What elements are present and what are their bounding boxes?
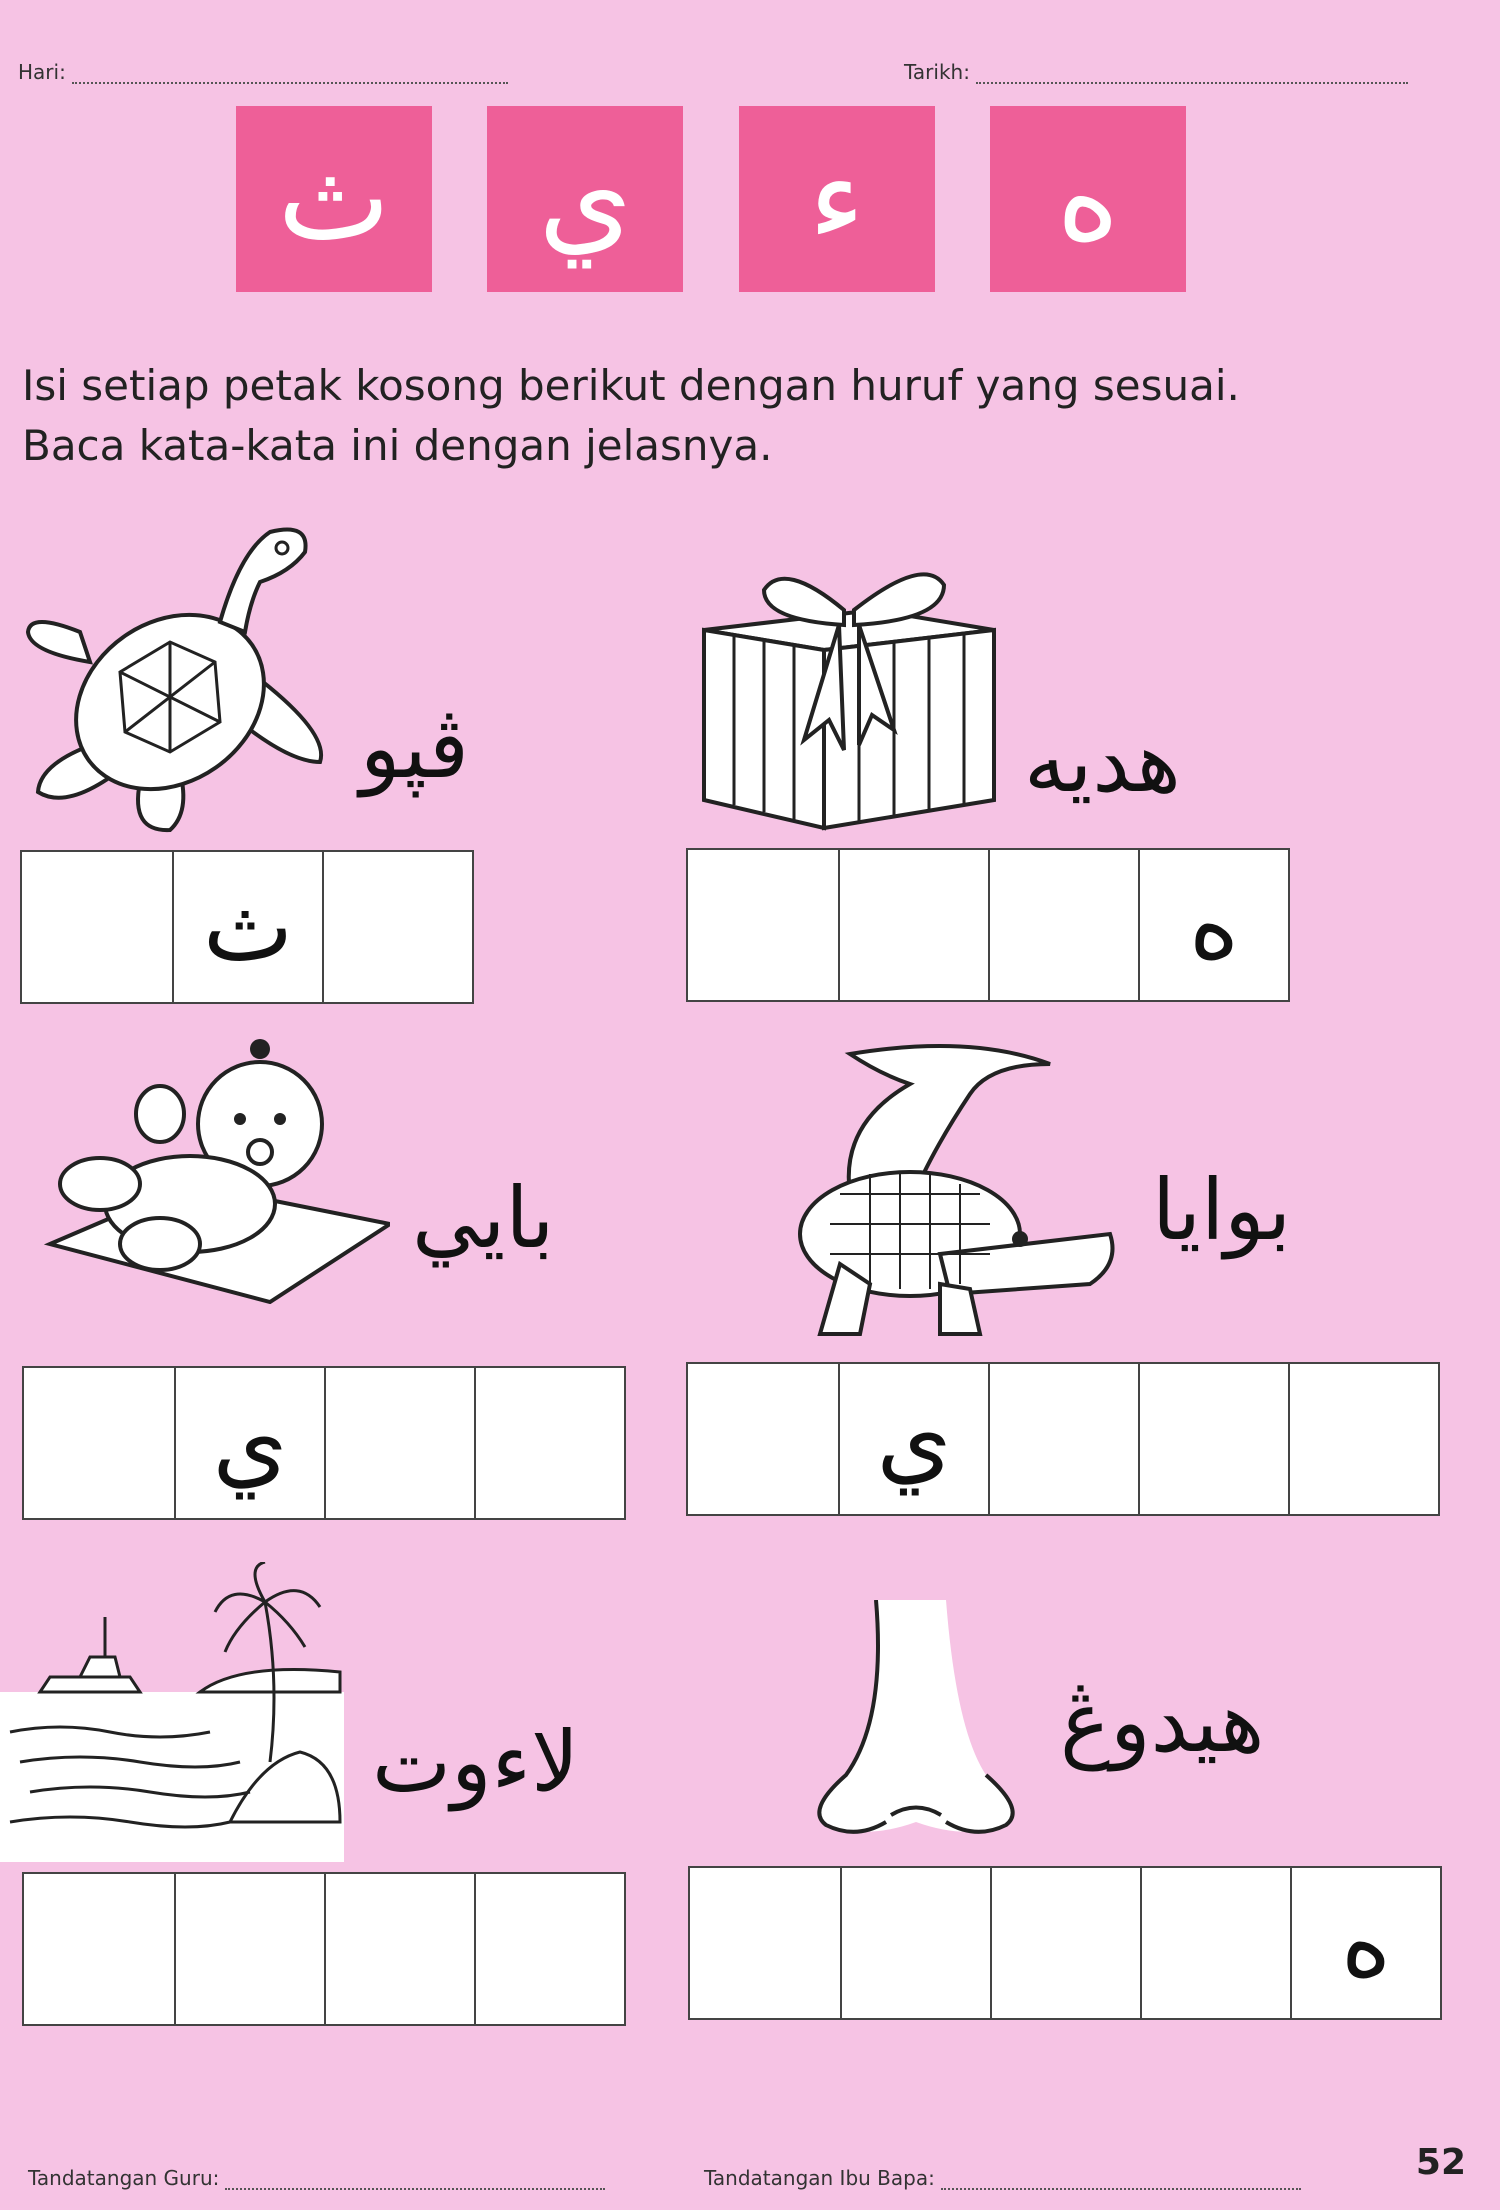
hari-blank[interactable] — [72, 82, 508, 84]
tarikh-field — [904, 60, 1408, 84]
answer-box[interactable]: ه — [1138, 850, 1288, 1000]
sea-beach-icon — [0, 1562, 344, 1862]
letter-tile-tha: ث — [236, 106, 432, 292]
teacher-signature-label: Tandatangan Guru: — [28, 2166, 220, 2190]
letter-tile-ha: ه — [990, 106, 1186, 292]
answer-boxes-penyu — [20, 850, 474, 1004]
instruction-line-2: Baca kata-kata ini dengan jelasnya. — [22, 421, 773, 470]
answer-box[interactable] — [24, 1874, 174, 2024]
answer-box[interactable] — [988, 1364, 1138, 1514]
answer-box[interactable]: ي — [174, 1368, 324, 1518]
hari-label: Hari: — [18, 60, 66, 84]
answer-box[interactable] — [324, 1368, 474, 1518]
answer-box[interactable] — [840, 1868, 990, 2018]
answer-boxes-laut — [22, 1872, 626, 2026]
instruction-line-1: Isi setiap petak kosong berikut dengan huruf yang sesuai. — [22, 361, 1240, 410]
answer-box[interactable] — [1288, 1364, 1438, 1514]
hari-field — [18, 60, 508, 84]
nose-icon — [806, 1600, 1026, 1840]
word-buaya: بوايا — [1152, 1161, 1292, 1259]
answer-box[interactable]: ه — [1290, 1868, 1440, 2018]
answer-box[interactable] — [688, 1364, 838, 1514]
teacher-signature-field — [28, 2166, 605, 2190]
word-hidung: هيدوڠ — [1060, 1673, 1265, 1771]
word-laut: لاءوت — [372, 1713, 580, 1811]
letter-tiles — [236, 106, 1186, 292]
answer-box[interactable] — [1140, 1868, 1290, 2018]
answer-box[interactable]: ث — [172, 852, 322, 1002]
answer-box[interactable] — [324, 1874, 474, 2024]
answer-box[interactable] — [474, 1874, 624, 2024]
answer-box[interactable] — [990, 1868, 1140, 2018]
answer-box[interactable]: ي — [838, 1364, 988, 1514]
letter-tile-ya: ي — [487, 106, 683, 292]
crocodile-icon — [790, 1034, 1120, 1346]
answer-box[interactable] — [174, 1874, 324, 2024]
answer-box[interactable] — [988, 850, 1138, 1000]
answer-box[interactable] — [22, 852, 172, 1002]
gift-box-icon — [694, 550, 1006, 840]
answer-boxes-bayi — [22, 1366, 626, 1520]
parent-signature-field — [704, 2166, 1301, 2190]
page-number: 52 — [1415, 2142, 1466, 2183]
word-hadiah: هديه — [1024, 713, 1181, 811]
baby-icon — [40, 1034, 390, 1304]
instructions — [22, 356, 1240, 476]
letter-tile-hamzah: ء — [739, 106, 935, 292]
answer-box[interactable] — [474, 1368, 624, 1518]
teacher-signature-blank[interactable] — [225, 2188, 605, 2190]
answer-boxes-hadiah — [686, 848, 1290, 1002]
answer-box[interactable] — [690, 1868, 840, 2018]
tarikh-blank[interactable] — [976, 82, 1408, 84]
word-penyu: ڤڽو — [360, 699, 469, 797]
parent-signature-label: Tandatangan Ibu Bapa: — [704, 2166, 935, 2190]
answer-box[interactable] — [24, 1368, 174, 1518]
parent-signature-blank[interactable] — [941, 2188, 1301, 2190]
tarikh-label: Tarikh: — [904, 60, 970, 84]
answer-box[interactable] — [322, 852, 472, 1002]
turtle-icon — [20, 512, 340, 837]
answer-boxes-hidung — [688, 1866, 1442, 2020]
word-bayi: بايي — [412, 1169, 555, 1267]
answer-boxes-buaya — [686, 1362, 1440, 1516]
answer-box[interactable] — [688, 850, 838, 1000]
answer-box[interactable] — [838, 850, 988, 1000]
answer-box[interactable] — [1138, 1364, 1288, 1514]
